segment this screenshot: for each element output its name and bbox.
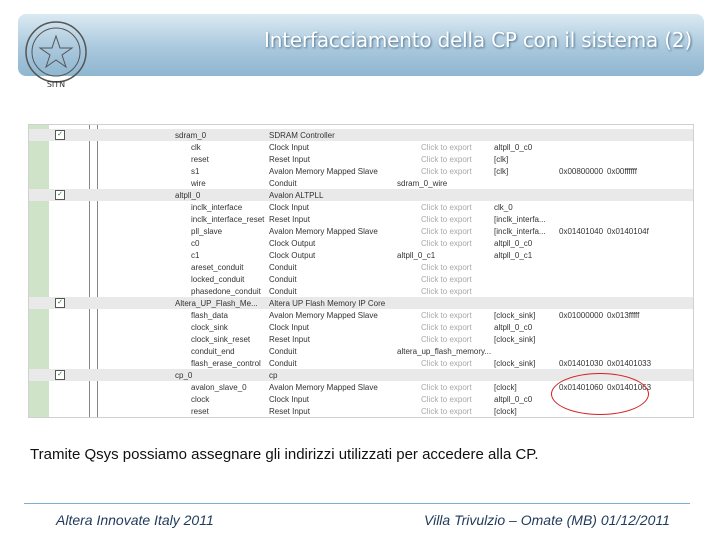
component-row[interactable] — [29, 129, 693, 141]
qsys-screenshot — [28, 124, 694, 418]
export-cell: Click to export — [421, 335, 472, 344]
interface-row[interactable] — [29, 237, 693, 249]
interface-row[interactable] — [29, 177, 693, 189]
interface-row[interactable] — [29, 213, 693, 225]
interface-name: c0 — [191, 239, 200, 248]
description: Clock Input — [269, 323, 310, 332]
export-cell: Click to export — [421, 311, 472, 320]
interface-row[interactable] — [29, 225, 693, 237]
interface-name: avalon_slave_0 — [191, 383, 247, 392]
use-checkbox[interactable]: ✓ — [55, 370, 65, 380]
export-cell: Click to export — [421, 203, 472, 212]
clock-cell: clk_0 — [494, 203, 513, 212]
highlight-circle — [551, 373, 652, 415]
interface-row[interactable] — [29, 285, 693, 297]
export-cell: altpll_0_c1 — [397, 251, 436, 260]
interface-row[interactable] — [29, 321, 693, 333]
use-checkbox[interactable]: ✓ — [55, 298, 65, 308]
interface-row[interactable] — [29, 273, 693, 285]
end-address: 0x01401033 — [607, 359, 652, 368]
description: Clock Input — [269, 395, 310, 404]
interface-name: flash_erase_control — [191, 359, 261, 368]
clock-cell: [clk] — [494, 155, 509, 164]
interface-name: s1 — [191, 167, 200, 176]
footer-divider — [24, 503, 690, 504]
end-address: 0x00ffffff — [607, 167, 637, 176]
clock-cell: altpll_0_c1 — [494, 251, 533, 260]
footer-event: Altera Innovate Italy 2011 — [56, 512, 214, 528]
end-address: 0x01401063 — [607, 383, 652, 392]
interface-name: inclk_interface_reset — [191, 215, 265, 224]
description: Reset Input — [269, 215, 310, 224]
interface-row[interactable] — [29, 165, 693, 177]
description: Clock Input — [269, 143, 310, 152]
description: Clock Input — [269, 203, 310, 212]
description: Conduit — [269, 359, 297, 368]
interface-name: pll_slave — [191, 227, 223, 236]
component-name: sdram_0 — [175, 131, 207, 140]
clock-cell: altpll_0_c0 — [494, 395, 533, 404]
logo-text: SITN — [46, 80, 66, 89]
description: Clock Output — [269, 251, 316, 260]
base-address: 0x01401040 — [559, 227, 604, 236]
export-cell: Click to export — [421, 155, 472, 164]
interface-row[interactable] — [29, 309, 693, 321]
description: Conduit — [269, 275, 297, 284]
end-address: 0x0140104f — [607, 227, 649, 236]
clock-cell: [clock_sink] — [494, 335, 536, 344]
component-row[interactable] — [29, 189, 693, 201]
interface-name: phasedone_conduit — [191, 287, 261, 296]
base-address: 0x01401060 — [559, 383, 604, 392]
base-address: 0x01000000 — [559, 311, 604, 320]
interface-row[interactable] — [29, 333, 693, 345]
description: Conduit — [269, 263, 297, 272]
clock-cell: altpll_0_c0 — [494, 143, 533, 152]
description: Avalon ALTPLL — [269, 191, 324, 200]
export-cell: Click to export — [421, 287, 472, 296]
interface-name: reset — [191, 155, 209, 164]
export-cell: Click to export — [421, 239, 472, 248]
interface-row[interactable] — [29, 141, 693, 153]
description: Reset Input — [269, 407, 310, 416]
clock-cell: altpll_0_c0 — [494, 323, 533, 332]
description: cp — [269, 371, 278, 380]
page-title: Interfacciamento della CP con il sistema (2) — [264, 28, 692, 52]
description: Avalon Memory Mapped Slave — [269, 227, 378, 236]
description: Conduit — [269, 287, 297, 296]
export-cell: Click to export — [421, 263, 472, 272]
body-text: Tramite Qsys possiamo assegnare gli indirizzi utilizzati per accedere alla CP. — [30, 446, 539, 463]
use-checkbox[interactable]: ✓ — [55, 130, 65, 140]
interface-name: wire — [191, 179, 206, 188]
interface-name: clock_sink — [191, 323, 228, 332]
description: Conduit — [269, 179, 297, 188]
clock-cell: [clock_sink] — [494, 359, 536, 368]
export-cell: Click to export — [421, 215, 472, 224]
export-cell: Click to export — [421, 143, 472, 152]
interface-row[interactable] — [29, 201, 693, 213]
interface-row[interactable] — [29, 153, 693, 165]
clock-cell: [clock_sink] — [494, 311, 536, 320]
base-address: 0x00800000 — [559, 167, 604, 176]
description: Clock Output — [269, 239, 316, 248]
base-address: 0x01401030 — [559, 359, 604, 368]
export-cell: Click to export — [421, 167, 472, 176]
interface-name: clock — [191, 395, 210, 404]
interface-name: flash_data — [191, 311, 228, 320]
interface-name: clk — [191, 143, 201, 152]
clock-cell: [clock] — [494, 407, 517, 416]
export-cell: Click to export — [421, 275, 472, 284]
interface-row[interactable] — [29, 345, 693, 357]
description: Avalon Memory Mapped Slave — [269, 167, 378, 176]
clock-cell: [clk] — [494, 167, 509, 176]
interface-row[interactable] — [29, 357, 693, 369]
description: Reset Input — [269, 155, 310, 164]
component-name: cp_0 — [175, 371, 193, 380]
interface-name: c1 — [191, 251, 200, 260]
export-cell: altera_up_flash_memory... — [397, 347, 492, 356]
interface-name: locked_conduit — [191, 275, 245, 284]
interface-row[interactable] — [29, 249, 693, 261]
description: Reset Input — [269, 335, 310, 344]
clock-cell: [inclk_interfa... — [494, 215, 546, 224]
export-cell: Click to export — [421, 227, 472, 236]
component-name: altpll_0 — [175, 191, 201, 200]
clock-cell: [clock] — [494, 383, 517, 392]
description: Avalon Memory Mapped Slave — [269, 311, 378, 320]
export-cell: Click to export — [421, 395, 472, 404]
footer-venue-date: Villa Trivulzio – Omate (MB) 01/12/2011 — [424, 512, 670, 528]
export-cell: Click to export — [421, 383, 472, 392]
description: Conduit — [269, 347, 297, 356]
use-checkbox[interactable]: ✓ — [55, 190, 65, 200]
component-name: Altera_UP_Flash_Me... — [175, 299, 258, 308]
description: Avalon Memory Mapped Slave — [269, 383, 378, 392]
interface-name: areset_conduit — [191, 263, 244, 272]
export-cell: Click to export — [421, 407, 472, 416]
clock-cell: [inclk_interfa... — [494, 227, 546, 236]
interface-name: reset — [191, 407, 209, 416]
description: SDRAM Controller — [269, 131, 335, 140]
component-row[interactable] — [29, 297, 693, 309]
description: Altera UP Flash Memory IP Core — [269, 299, 386, 308]
interface-name: conduit_end — [191, 347, 235, 356]
university-seal-icon — [20, 18, 92, 90]
export-cell: sdram_0_wire — [397, 179, 448, 188]
export-cell: Click to export — [421, 323, 472, 332]
end-address: 0x013fffff — [607, 311, 640, 320]
interface-name: inclk_interface — [191, 203, 243, 212]
interface-name: clock_sink_reset — [191, 335, 251, 344]
clock-cell: altpll_0_c0 — [494, 239, 533, 248]
interface-row[interactable] — [29, 261, 693, 273]
export-cell: Click to export — [421, 359, 472, 368]
